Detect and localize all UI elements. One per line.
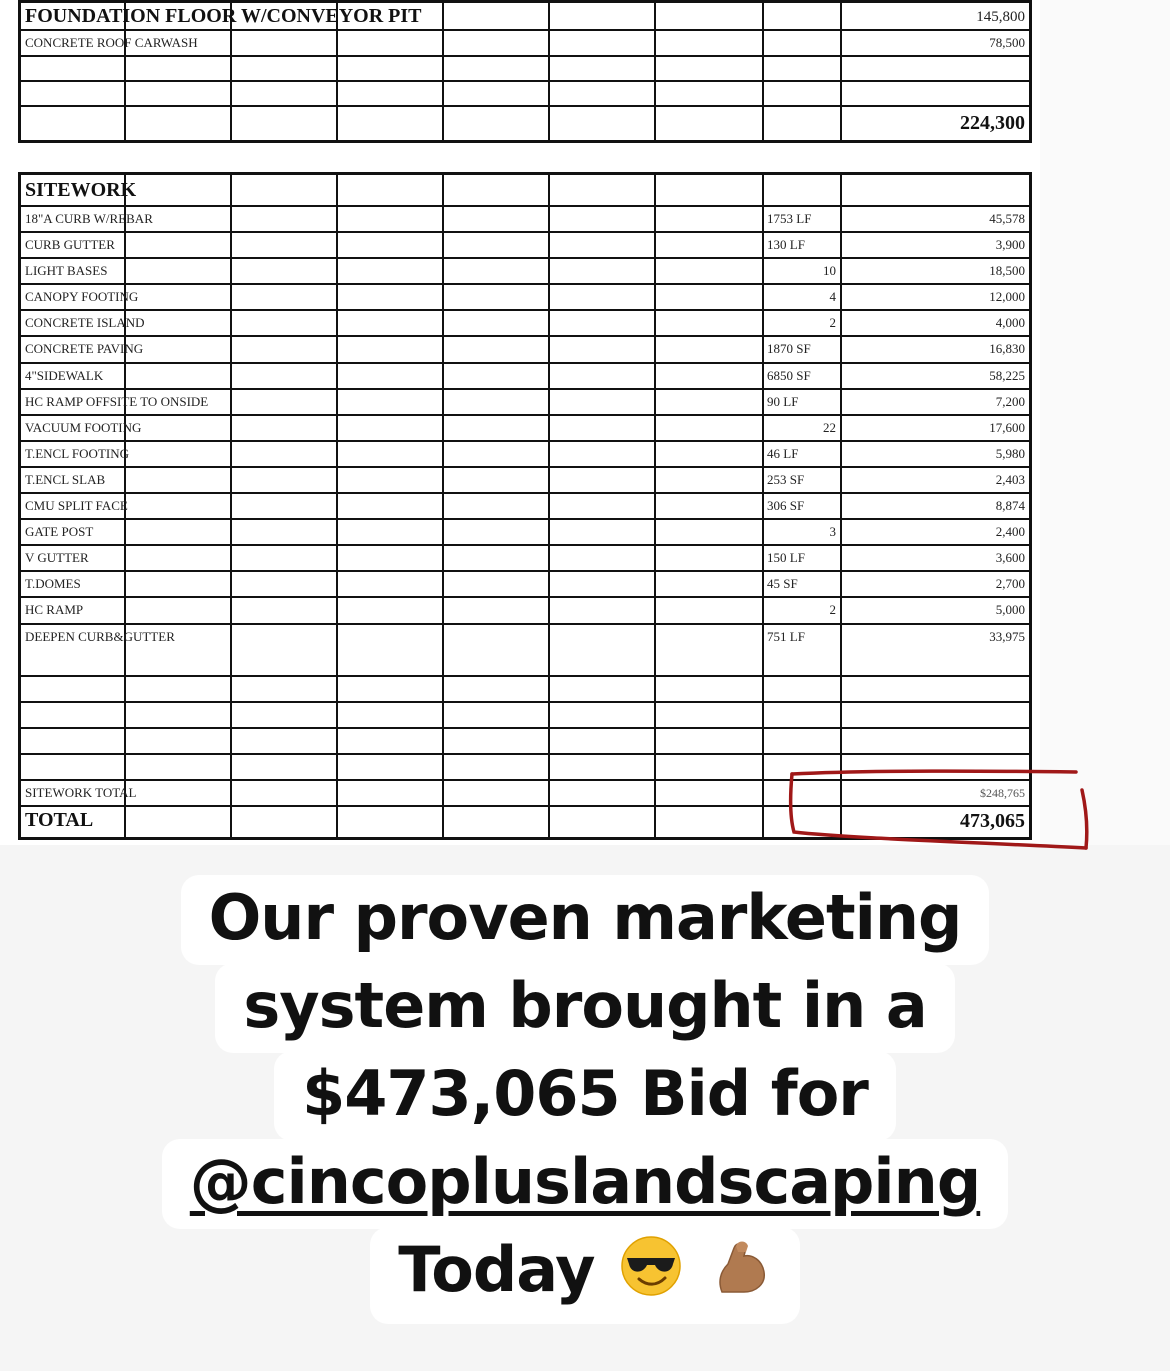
empty-row — [21, 651, 1029, 677]
table-row — [21, 572, 1029, 598]
empty-row — [21, 755, 1029, 781]
empty-row — [21, 703, 1029, 729]
row-value: 4,000 — [995, 315, 1025, 331]
grand-total-value: 473,065 — [960, 809, 1025, 832]
empty-row — [21, 57, 1029, 82]
caption-overlay — [0, 875, 1170, 1322]
row-value: 5,980 — [995, 445, 1025, 461]
row-value: 45,578 — [989, 211, 1025, 226]
row-unit: 306 SF — [764, 494, 842, 518]
table-row — [21, 337, 1029, 363]
sitework-title-row — [21, 175, 1029, 207]
row-unit: 90 LF — [764, 390, 842, 414]
table-row — [21, 364, 1029, 390]
caption-line-3: $473,065 Bid for — [274, 1051, 896, 1141]
sunglasses-emoji-icon — [619, 1234, 683, 1314]
caption-line-5-chip — [370, 1227, 800, 1324]
row-unit: 253 SF — [764, 468, 842, 492]
row-description: CONCRETE ROOF CARWASH — [25, 35, 198, 50]
row-description: HC RAMP — [25, 602, 84, 618]
grand-total-label: TOTAL — [25, 808, 94, 831]
table-row — [21, 494, 1029, 520]
row-description: CMU SPLIT FACE — [25, 498, 128, 514]
row-value: 16,830 — [989, 341, 1025, 357]
row-value: 18,500 — [989, 263, 1025, 279]
table-row — [21, 468, 1029, 494]
foundation-title-row — [21, 3, 1029, 31]
row-value: 3,600 — [995, 550, 1025, 566]
table-row — [21, 416, 1029, 442]
row-description: DEEPEN CURB&GUTTER — [25, 628, 175, 644]
sitework-title: SITEWORK — [25, 179, 137, 201]
row-description: CURB GUTTER — [25, 237, 115, 253]
sitework-table — [18, 172, 1032, 840]
foundation-table — [18, 0, 1032, 143]
row-value: 2,700 — [995, 576, 1025, 592]
foundation-title-value: 145,800 — [976, 9, 1025, 25]
row-value: 2,400 — [995, 524, 1025, 540]
row-description: HC RAMP OFFSITE TO ONSIDE — [25, 393, 209, 409]
account-handle-link[interactable]: @cincopluslandscaping — [162, 1139, 1008, 1229]
row-quantity: 4 — [764, 285, 842, 309]
row-value: 33,975 — [989, 628, 1025, 644]
row-value: 78,500 — [989, 35, 1025, 50]
row-value: 3,900 — [995, 237, 1025, 253]
row-description: GATE POST — [25, 524, 94, 540]
row-value: 7,200 — [995, 393, 1025, 409]
empty-row — [21, 729, 1029, 755]
row-description: T.ENCL SLAB — [25, 471, 106, 487]
row-unit: 130 LF — [764, 233, 842, 257]
empty-row — [21, 82, 1029, 107]
row-description: CANOPY FOOTING — [25, 289, 139, 305]
row-unit: 751 LF — [764, 625, 842, 651]
row-quantity: 2 — [764, 311, 842, 335]
row-description: CONCRETE PAVING — [25, 341, 144, 357]
sitework-total-row — [21, 781, 1029, 807]
row-quantity: 22 — [764, 416, 842, 440]
table-row — [21, 285, 1029, 311]
foundation-title: FOUNDATION FLOOR W/CONVEYOR PIT — [25, 5, 422, 27]
table-row — [21, 390, 1029, 416]
foundation-total-row — [21, 107, 1029, 140]
table-row — [21, 259, 1029, 285]
row-unit: 6850 SF — [764, 364, 842, 388]
row-quantity: 2 — [764, 598, 842, 622]
table-row — [21, 598, 1029, 624]
row-description: LIGHT BASES — [25, 263, 108, 279]
table-row — [21, 625, 1029, 651]
sitework-rows — [21, 207, 1029, 651]
row-unit: 45 SF — [764, 572, 842, 596]
row-unit: 1870 SF — [764, 337, 842, 361]
table-row — [21, 311, 1029, 337]
table-row — [21, 546, 1029, 572]
table-row — [21, 233, 1029, 259]
row-description: T.DOMES — [25, 576, 81, 592]
row-value: 58,225 — [989, 367, 1025, 383]
row-quantity: 3 — [764, 520, 842, 544]
caption-line-5: Today — [398, 1233, 595, 1306]
row-unit: 1753 LF — [764, 207, 842, 231]
caption-line-1: Our proven marketing — [181, 875, 990, 965]
foundation-total: 224,300 — [960, 112, 1025, 134]
row-description: VACUUM FOOTING — [25, 419, 142, 435]
row-description: V GUTTER — [25, 550, 89, 566]
row-quantity: 10 — [764, 259, 842, 283]
row-description: CONCRETE ISLAND — [25, 315, 145, 331]
sitework-total-label: SITEWORK TOTAL — [25, 784, 137, 800]
table-row — [21, 31, 1029, 57]
row-unit: 46 LF — [764, 442, 842, 466]
row-value: 8,874 — [995, 498, 1025, 514]
sheet-margin — [1040, 0, 1170, 845]
grand-total-row — [21, 807, 1029, 837]
row-value: 2,403 — [995, 471, 1025, 487]
table-row — [21, 442, 1029, 468]
table-row — [21, 207, 1029, 233]
row-value: 17,600 — [989, 419, 1025, 435]
empty-row — [21, 677, 1029, 703]
row-unit: 150 LF — [764, 546, 842, 570]
table-row — [21, 520, 1029, 546]
row-value: 12,000 — [989, 289, 1025, 305]
caption-line-2: system brought in a — [215, 963, 954, 1053]
row-description: 4"SIDEWALK — [25, 367, 104, 383]
row-description: 18"A CURB W/REBAR — [25, 211, 153, 226]
row-description: T.ENCL FOOTING — [25, 445, 129, 461]
flexed-biceps-emoji-icon — [708, 1234, 772, 1314]
row-value: 5,000 — [995, 602, 1025, 618]
sitework-total-value: $248,765 — [980, 785, 1025, 800]
